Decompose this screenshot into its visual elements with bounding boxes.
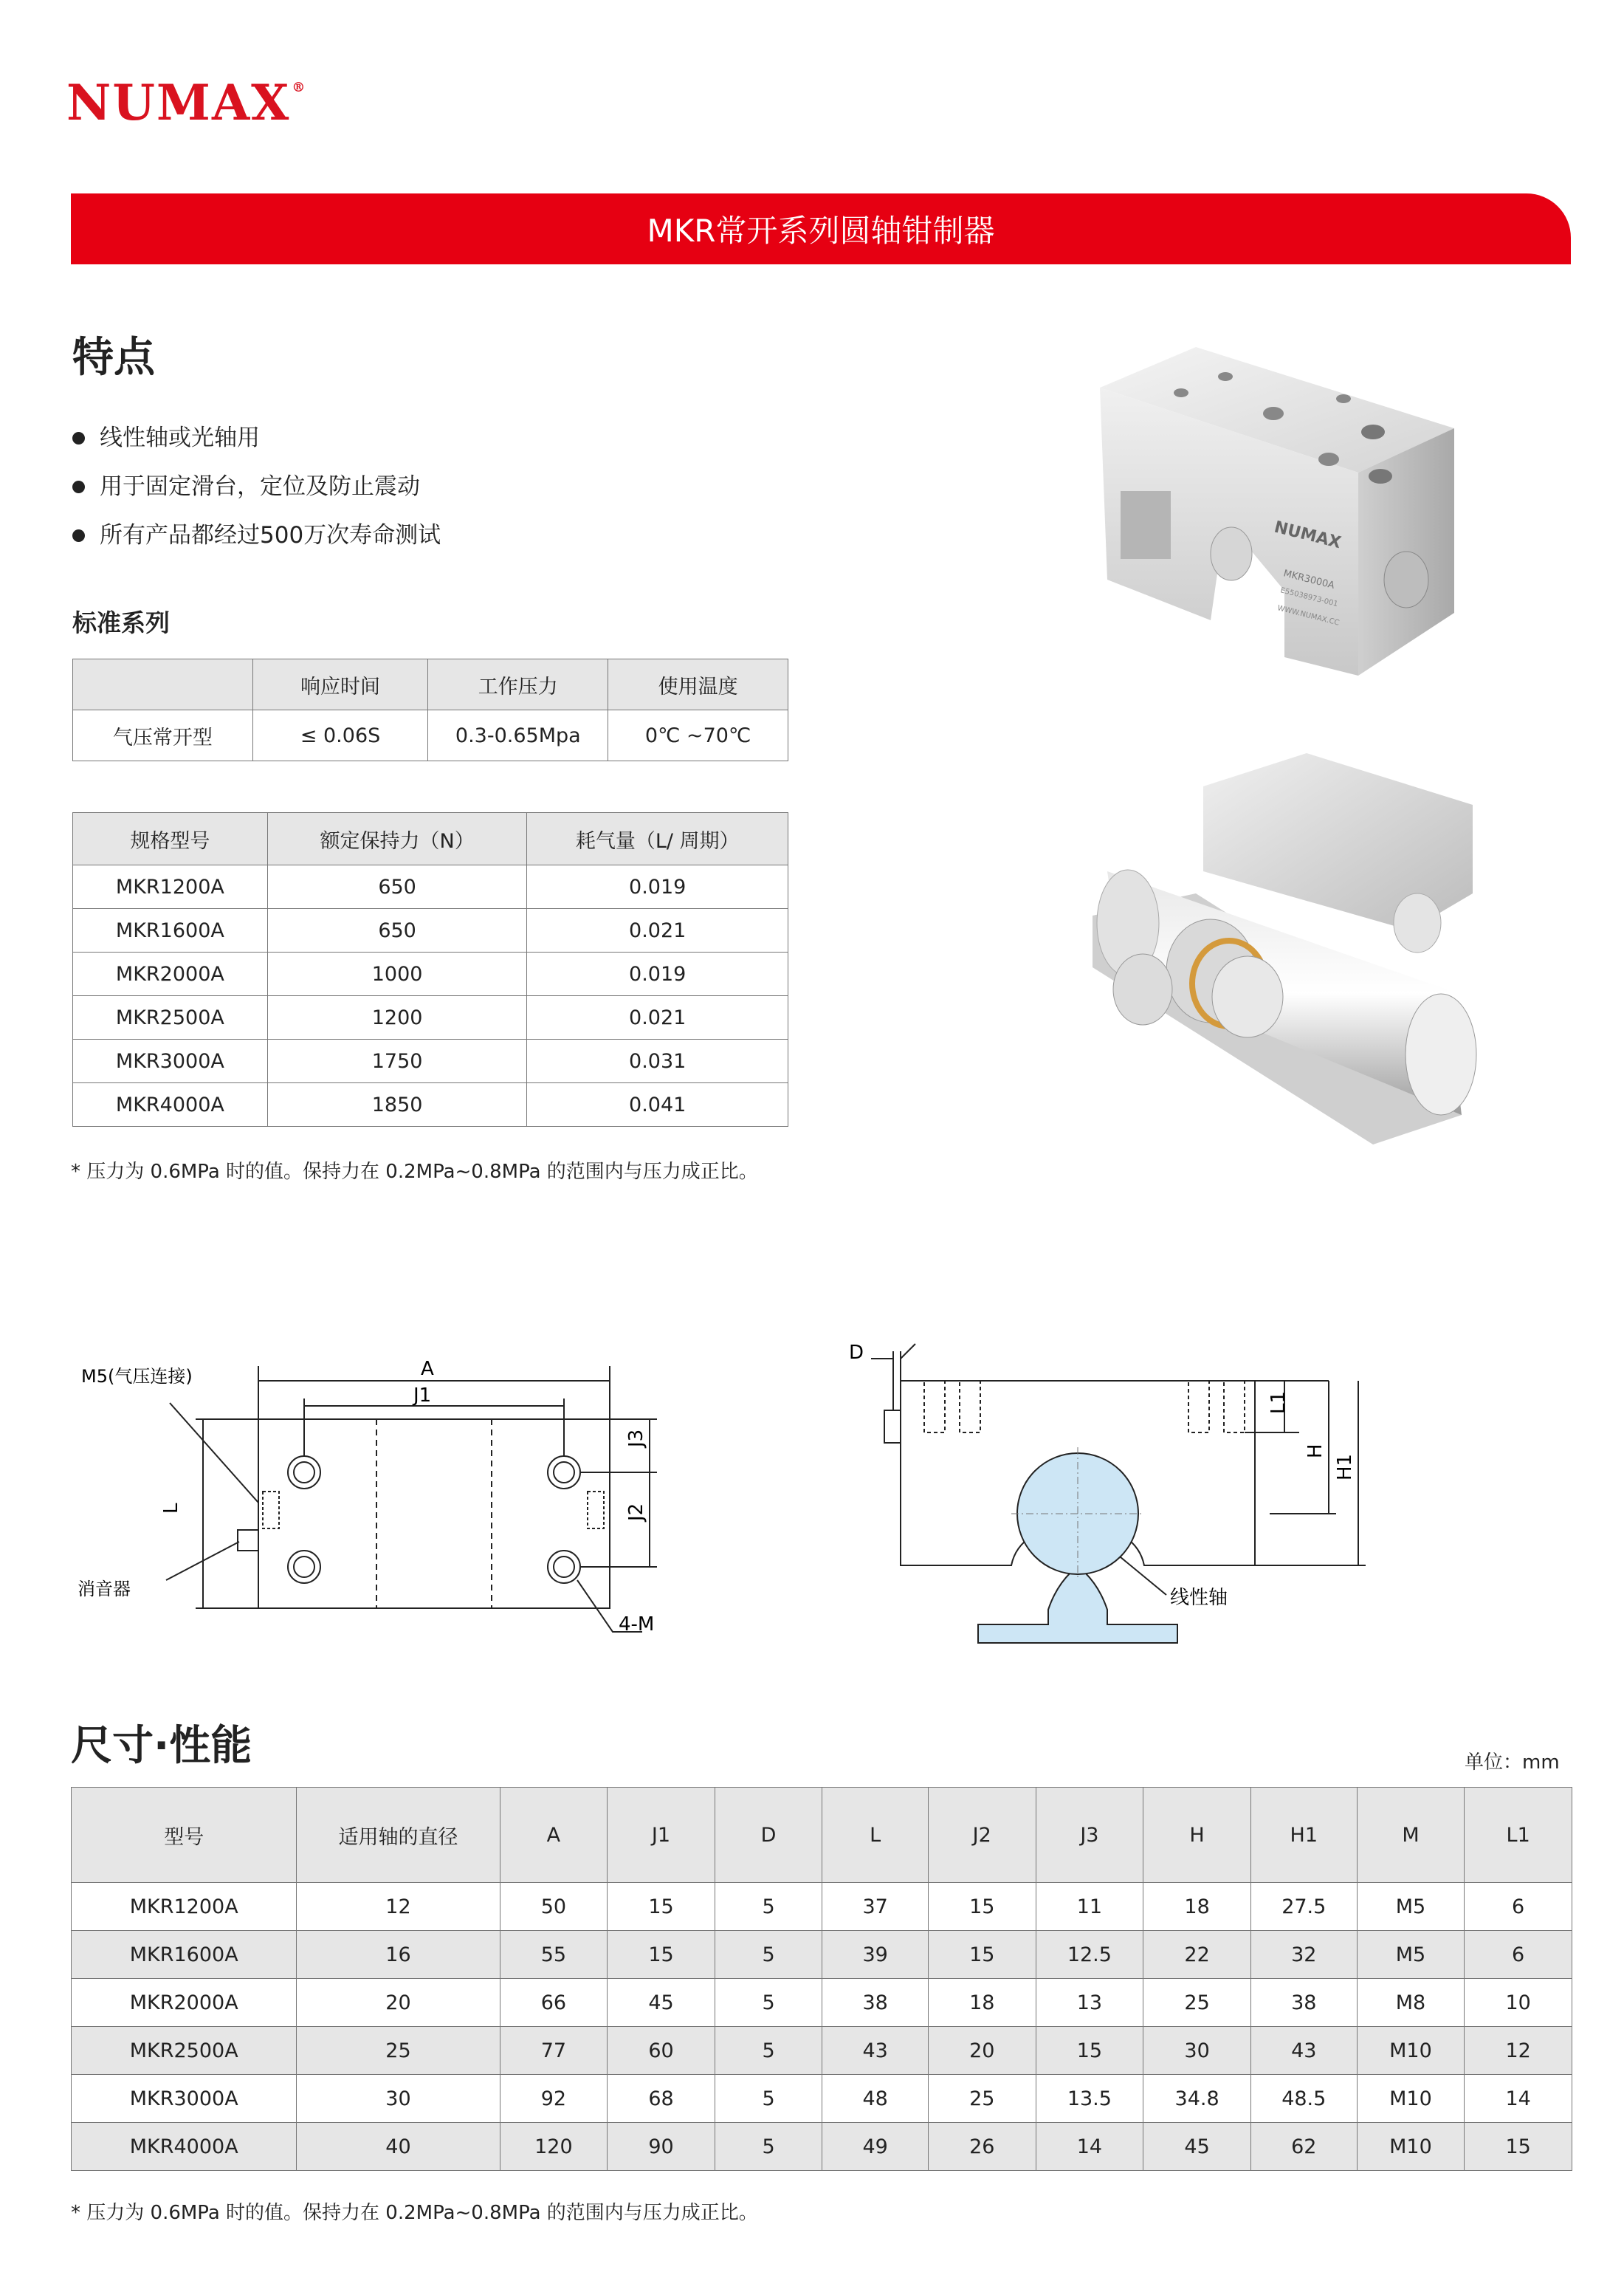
dim-label-a: A (421, 1358, 434, 1380)
table-row (72, 1979, 1572, 2027)
features-heading: 特点 (72, 334, 155, 382)
table-cell: 15 (1036, 2027, 1143, 2075)
table-cell: MKR1200A (72, 1883, 297, 1931)
table-cell: 10 (1465, 1979, 1572, 2027)
table-row (73, 909, 788, 953)
table-cell: 650 (267, 865, 527, 909)
table-row (73, 1040, 788, 1083)
table-row (73, 865, 788, 909)
label-4m: 4-M (619, 1613, 655, 1636)
table-cell: M (1357, 1788, 1465, 1883)
table-cell: 1000 (267, 953, 527, 996)
table-cell: 77 (500, 2027, 608, 2075)
table-cell: 15 (608, 1931, 715, 1979)
engraved-serial: E55038973-001 (1279, 586, 1339, 609)
table-cell: 18 (1143, 1883, 1251, 1931)
table-cell: 43 (1250, 2027, 1357, 2075)
table-cell: 0.031 (527, 1040, 788, 1083)
table-cell: 0.019 (527, 953, 788, 996)
table-cell: 12 (1465, 2027, 1572, 2075)
table-cell: MKR3000A (72, 2075, 297, 2123)
engraved-brand: NUMAX (1272, 518, 1343, 553)
table-cell: 25 (928, 2075, 1036, 2123)
table-cell: 40 (297, 2123, 500, 2171)
table-cell: 型号 (72, 1788, 297, 1883)
table-cell: MKR2500A (72, 2027, 297, 2075)
label-muffler: 消音器 (78, 1579, 131, 1599)
table-cell: 25 (1143, 1979, 1251, 2027)
dim-label-j2: J2 (625, 1503, 647, 1521)
table-cell: L1 (1465, 1788, 1572, 1883)
table-cell: 14 (1036, 2123, 1143, 2171)
registered-mark: ® (292, 80, 307, 95)
table-cell: M5 (1357, 1883, 1465, 1931)
table-cell: MKR2000A (72, 1979, 297, 2027)
table-cell: 13 (1036, 1979, 1143, 2027)
standard-heading: 标准系列 (72, 608, 170, 637)
title-banner (71, 193, 1571, 264)
table-cell: 22 (1143, 1931, 1251, 1979)
table-cell: 15 (928, 1883, 1036, 1931)
table-cell: 15 (608, 1883, 715, 1931)
feature-item: 线性轴或光轴用 (72, 413, 441, 462)
spec-note: * 压力为 0.6MPa 时的值。保持力在 0.2MPa~0.8MPa 的范围内与压力成正比。 (71, 1161, 758, 1183)
table-cell: 1750 (267, 1040, 527, 1083)
dim-label-l1: L1 (1267, 1390, 1290, 1414)
table-cell: MKR2000A (73, 953, 268, 996)
table-cell: 38 (822, 1979, 929, 2027)
table-cell: 1850 (267, 1083, 527, 1127)
feature-item: 用于固定滑台，定位及防止震动 (72, 462, 441, 511)
table-cell: 气压常开型 (73, 710, 253, 761)
table-cell: 45 (608, 1979, 715, 2027)
dimensions-note: * 压力为 0.6MPa 时的值。保持力在 0.2MPa~0.8MPa 的范围内与压力成正比。 (71, 2202, 758, 2224)
table-row (73, 953, 788, 996)
unit-label: 单位：mm (1465, 1751, 1560, 1774)
table-cell: 6 (1465, 1931, 1572, 1979)
table-cell: 30 (1143, 2027, 1251, 2075)
table-cell: 60 (608, 2027, 715, 2075)
dimensions-table (71, 1787, 1572, 2171)
table-cell: 20 (928, 2027, 1036, 2075)
table-cell: 5 (715, 1979, 822, 2027)
spec-table (72, 812, 788, 1127)
dim-label-h: H (1304, 1444, 1327, 1458)
label-linear-shaft: 线性轴 (1170, 1587, 1228, 1609)
table-cell: 38 (1250, 1979, 1357, 2027)
table-cell: 12.5 (1036, 1931, 1143, 1979)
table-cell: M10 (1357, 2027, 1465, 2075)
table-cell: 30 (297, 2075, 500, 2123)
table-cell: 50 (500, 1883, 608, 1931)
table-cell: MKR1600A (73, 909, 268, 953)
table-cell: 25 (297, 2027, 500, 2075)
table-cell: 13.5 (1036, 2075, 1143, 2123)
table-cell: 49 (822, 2123, 929, 2171)
table-cell: H (1143, 1788, 1251, 1883)
brand-name: NUMAX (66, 74, 291, 131)
dimensions-heading: 尺寸·性能 (71, 1722, 252, 1770)
table-cell: 耗气量（L/ 周期） (527, 813, 788, 865)
table-cell: 0.3-0.65Mpa (428, 710, 608, 761)
table-cell: 5 (715, 1883, 822, 1931)
table-cell: 45 (1143, 2123, 1251, 2171)
side-view-drawing (827, 1329, 1388, 1669)
label-m5: M5(气压连接) (81, 1366, 193, 1387)
table-cell: L (822, 1788, 929, 1883)
table-cell: 18 (928, 1979, 1036, 2027)
table-cell: 0℃ ~70℃ (608, 710, 788, 761)
table-row (73, 996, 788, 1040)
table-cell: MKR2500A (73, 996, 268, 1040)
dim-label-l: L (160, 1503, 182, 1514)
dim-label-h1: H1 (1334, 1453, 1356, 1480)
table-cell: 工作压力 (428, 659, 608, 710)
table-header-row (73, 659, 788, 710)
table-row (73, 1083, 788, 1127)
table-cell: D (715, 1788, 822, 1883)
table-cell: J3 (1036, 1788, 1143, 1883)
table-cell: 68 (608, 2075, 715, 2123)
table-cell: 11 (1036, 1883, 1143, 1931)
table-cell: A (500, 1788, 608, 1883)
table-cell: MKR4000A (73, 1083, 268, 1127)
table-row (72, 2075, 1572, 2123)
page-title: MKR常开系列圆轴钳制器 (647, 213, 995, 249)
table-header-row (72, 1788, 1572, 1883)
table-cell: 26 (928, 2123, 1036, 2171)
table-cell: 27.5 (1250, 1883, 1357, 1931)
table-cell: 15 (928, 1931, 1036, 1979)
table-cell: J2 (928, 1788, 1036, 1883)
dim-label-j3: J3 (625, 1429, 647, 1447)
table-cell: 48 (822, 2075, 929, 2123)
table-cell: 32 (1250, 1931, 1357, 1979)
feature-item: 所有产品都经过500万次寿命测试 (72, 511, 441, 560)
table-cell: 使用温度 (608, 659, 788, 710)
table-cell: M10 (1357, 2123, 1465, 2171)
product-photo-cutaway (1063, 746, 1491, 1159)
table-cell: 0.041 (527, 1083, 788, 1127)
table-cell: 0.021 (527, 996, 788, 1040)
table-cell (73, 659, 253, 710)
bullet-icon (72, 529, 85, 542)
table-cell: 48.5 (1250, 2075, 1357, 2123)
table-cell: 34.8 (1143, 2075, 1251, 2123)
dim-label-j1: J1 (413, 1384, 432, 1407)
features-list (72, 413, 441, 560)
table-row (72, 1931, 1572, 1979)
clamp-body-outline (258, 1419, 610, 1608)
table-cell: 90 (608, 2123, 715, 2171)
table-cell: M10 (1357, 2075, 1465, 2123)
table-cell: 响应时间 (252, 659, 428, 710)
table-cell: 12 (297, 1883, 500, 1931)
table-cell: 15 (1465, 2123, 1572, 2171)
table-cell: 5 (715, 2027, 822, 2075)
table-row (72, 1883, 1572, 1931)
table-header-row (73, 813, 788, 865)
brand-logo (66, 74, 306, 131)
table-cell: 120 (500, 2123, 608, 2171)
table-cell: 0.021 (527, 909, 788, 953)
top-view-drawing (74, 1336, 709, 1661)
table-cell: 5 (715, 1931, 822, 1979)
table-cell: MKR1200A (73, 865, 268, 909)
engraved-url: WWW.NUMAX.CC (1276, 604, 1341, 628)
table-cell: 6 (1465, 1883, 1572, 1931)
dim-label-d: D (849, 1342, 864, 1364)
engraved-model: MKR3000A (1282, 568, 1336, 592)
table-cell: J1 (608, 1788, 715, 1883)
table-cell: 66 (500, 1979, 608, 2027)
table-cell: MKR1600A (72, 1931, 297, 1979)
bullet-icon (72, 432, 85, 445)
table-cell: MKR3000A (73, 1040, 268, 1083)
table-row (73, 710, 788, 761)
table-cell: 16 (297, 1931, 500, 1979)
table-cell: 0.019 (527, 865, 788, 909)
table-cell: 20 (297, 1979, 500, 2027)
table-cell: 1200 (267, 996, 527, 1040)
table-cell: 5 (715, 2075, 822, 2123)
table-cell: 55 (500, 1931, 608, 1979)
table-cell: 92 (500, 2075, 608, 2123)
table-cell: M5 (1357, 1931, 1465, 1979)
table-cell: 43 (822, 2027, 929, 2075)
table-cell: MKR4000A (72, 2123, 297, 2171)
table-cell: 39 (822, 1931, 929, 1979)
table-row (72, 2123, 1572, 2171)
table-cell: ≤ 0.06S (252, 710, 428, 761)
table-cell: 14 (1465, 2075, 1572, 2123)
standard-table (72, 659, 788, 761)
table-cell: 额定保持力（N） (267, 813, 527, 865)
table-cell: 62 (1250, 2123, 1357, 2171)
table-row (72, 2027, 1572, 2075)
table-cell: 650 (267, 909, 527, 953)
shaft-support-base (978, 1573, 1177, 1643)
table-cell: H1 (1250, 1788, 1357, 1883)
table-cell: 5 (715, 2123, 822, 2171)
table-cell: 37 (822, 1883, 929, 1931)
table-cell: 适用轴的直径 (297, 1788, 500, 1883)
qr-code-icon (1121, 491, 1171, 559)
bullet-icon (72, 481, 85, 493)
product-photo-clamp (1063, 325, 1462, 679)
table-cell: 规格型号 (73, 813, 268, 865)
table-cell: M8 (1357, 1979, 1465, 2027)
